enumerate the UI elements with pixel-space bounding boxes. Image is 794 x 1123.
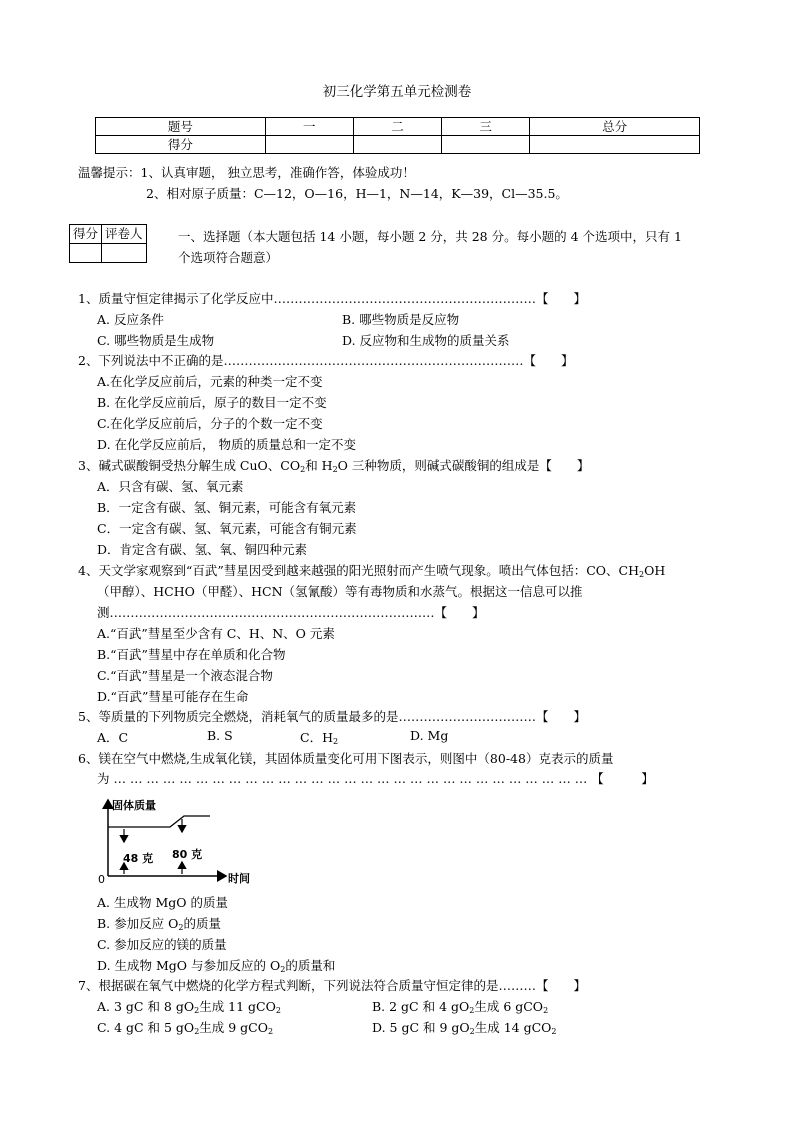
q4-option-d: D.“百武”彗星可能存在生命 xyxy=(97,689,249,704)
q6-option-d: D. 生成物 MgO 与参加反应的 $O_2$的质量和 xyxy=(97,958,336,974)
tip-line-1: 温馨提示：1、认真审题， 独立思考，准确作答，体验成功！ xyxy=(78,165,415,180)
q1-option-a: A. 反应条件 xyxy=(97,312,164,327)
score-input-cell[interactable] xyxy=(353,136,441,154)
q5-option-c: C．$H_2$ xyxy=(300,730,339,746)
q4-option-c: C.“百武”彗星是一个液态混合物 xyxy=(97,668,273,683)
q4-option-b: B.“百武”彗星中存在单质和化合物 xyxy=(97,647,286,662)
q7-option-a: A. 3 gC 和 8 $gO_2$生成 11 gCO$_2$ xyxy=(97,999,281,1015)
section-heading-line-1: 一、选择题（本大题包括 14 小题，每小题 2 分，共 28 分。每小题的 4 个选项中，只有 1 xyxy=(178,229,682,244)
tip-line-2: 2、相对原子质量：C—12，O—16，H—1，N—14，K—39，Cl—35.5。 xyxy=(146,186,568,201)
q5-option-a: A．C xyxy=(97,730,129,745)
q6-option-b: B. 参加反应 $O_2$的质量 xyxy=(97,916,221,932)
q2-option-c: C.在化学反应前后，分子的个数一定不变 xyxy=(97,416,323,431)
grader-table xyxy=(69,224,147,263)
question-7-stem: 7、根据碳在氧气中燃烧的化学方程式判断，下列说法符合质量守恒定律的是………【 】 xyxy=(78,978,586,993)
mass-curve xyxy=(108,816,210,827)
graph-y-label: 固体质量 xyxy=(112,799,156,812)
grader-score-header: 得分 xyxy=(70,225,102,244)
score-header-cell: 二 xyxy=(353,118,441,136)
question-6-line-1: 6、镁在空气中燃烧,生成氧化镁，其固体质量变化可用下图表示，则图中（80-48）克表示的质量 xyxy=(78,751,614,766)
q7-option-c: C. 4 gC 和 5 $gO_2$生成 9 gCO$_2$ xyxy=(97,1020,274,1036)
q3-option-a: A．只含有碳、氢、氧元素 xyxy=(97,479,244,494)
graph-label-80: 80 克 xyxy=(172,848,203,861)
q7-option-d: D. 5 gC 和 9 $gO_2$生成 14 gCO$_2$ xyxy=(372,1020,557,1036)
question-1-stem: 1、质量守恒定律揭示了化学反应中………………………………………………………【 】 xyxy=(78,291,586,306)
score-input-cell[interactable] xyxy=(442,136,530,154)
question-6-line-2: 为 … … … … … … … … … … … … … … … … … … … … … … … … … … … … … 【 】 xyxy=(97,771,654,786)
q2-option-a: A.在化学反应前后，元素的种类一定不变 xyxy=(97,374,323,389)
q2-option-d: D. 在化学反应前后， 物质的质量总和一定不变 xyxy=(97,437,356,452)
q7-option-b: B. 2 gC 和 4 $gO_2$生成 6 gCO$_2$ xyxy=(372,999,549,1015)
score-input-cell[interactable] xyxy=(530,136,700,154)
q1-option-b: B. 哪些物质是反应物 xyxy=(342,312,460,327)
grader-name-cell[interactable] xyxy=(102,244,147,263)
q2-option-b: B. 在化学反应前后，原子的数目一定不变 xyxy=(97,395,327,410)
score-header-cell: 总分 xyxy=(530,118,700,136)
q3-option-d: D．肯定含有碳、氢、氧、铜四种元素 xyxy=(97,542,308,557)
question-4-line-2: （甲醇）、HCHO（甲醛）、HCN（氢氰酸）等有毒物质和水蒸气。根据这一信息可以推 xyxy=(97,584,583,599)
grader-name-header: 评卷人 xyxy=(102,225,147,244)
graph-label-48: 48 克 xyxy=(123,852,154,865)
page-title: 初三化学第五单元检测卷 xyxy=(322,84,472,100)
q6-option-a: A. 生成物 MgO 的质量 xyxy=(97,895,228,910)
question-4-line-3: 测……………………………………………………………………【 】 xyxy=(97,605,485,620)
score-table xyxy=(95,117,700,154)
q5-option-d: D. Mg xyxy=(410,728,449,743)
q1-option-c: C. 哪些物质是生成物 xyxy=(97,333,215,348)
mass-time-graph xyxy=(98,792,268,887)
score-label-cell: 得分 xyxy=(96,136,266,154)
question-5-stem: 5、等质量的下列物质完全燃烧，消耗氧气的质量最多的是……………………………【 】 xyxy=(78,709,586,724)
section-heading-line-2: 个选项符合题意） xyxy=(178,250,279,265)
q6-option-c: C. 参加反应的镁的质量 xyxy=(97,937,227,952)
q3-option-c: C．一定含有碳、氢、氧元素，可能含有铜元素 xyxy=(97,521,357,536)
graph-x-label: 时间 xyxy=(228,872,250,885)
score-header-cell: 一 xyxy=(265,118,353,136)
q4-option-a: A.“百武”彗星至少含有 C、H、N、O 元素 xyxy=(97,626,335,641)
score-header-cell: 题号 xyxy=(96,118,266,136)
question-4-line-1: 4、天文学家观察到“百武”彗星因受到越来越强的阳光照射而产生喷气现象。喷出气体包括：CO、$CH_2OH$ xyxy=(78,563,666,579)
q5-option-b: B. S xyxy=(207,728,233,743)
question-2-stem: 2、下列说法中不正确的是………………………………………………………………【 】 xyxy=(78,353,574,368)
grader-score-cell[interactable] xyxy=(70,244,102,263)
q1-option-d: D. 反应物和生成物的质量关系 xyxy=(342,333,510,348)
question-3-stem: 3、碱式碳酸铜受热分解生成 CuO、$CO_2$和 $H_2O$ 三种物质，则碱式碳酸铜的组成是【 】 xyxy=(78,458,590,474)
score-input-cell[interactable] xyxy=(265,136,353,154)
score-header-cell: 三 xyxy=(442,118,530,136)
q3-option-b: B．一定含有碳、氢、铜元素，可能含有氧元素 xyxy=(97,500,357,515)
graph-origin-label: 0 xyxy=(98,873,105,886)
